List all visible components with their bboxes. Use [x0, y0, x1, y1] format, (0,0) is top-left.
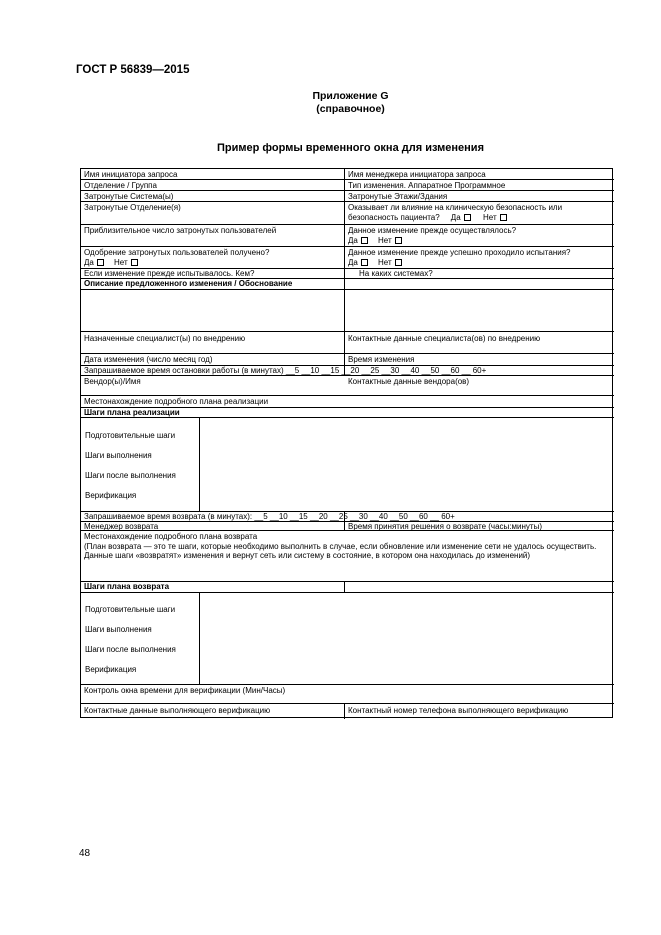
- row-line: [81, 224, 614, 225]
- clinical-question-line2: [348, 213, 508, 222]
- row-line: [81, 375, 614, 376]
- row-line: [81, 331, 614, 332]
- rollback-location-label: Местонахождение подробного плана возврата: [84, 532, 258, 541]
- column-line: [344, 581, 345, 592]
- step-execution: Шаги выполнения: [85, 451, 152, 460]
- requester-name-label: Имя инициатора запроса: [84, 170, 178, 179]
- on-systems-label: На каких системах?: [359, 269, 433, 278]
- clinical-question-text: безопасность пациента?: [348, 213, 440, 222]
- row-line: [81, 246, 614, 247]
- yes-checkbox[interactable]: [361, 259, 368, 266]
- row-line: [81, 201, 614, 202]
- column-line: [199, 417, 200, 511]
- clinical-question-line1: Оказывает ли влияние на клиническую безопасность или: [348, 203, 563, 212]
- departments-label: Затронутые Отделение(я): [84, 203, 181, 212]
- yes-label: Да: [348, 258, 358, 267]
- description-field[interactable]: [81, 290, 614, 331]
- rollback-steps-heading: Шаги плана возврата: [84, 582, 170, 591]
- rollback-note: (План возврата — это те шаги, которые необходимо выполнить в случае, если обновление или изменение сети не удалось осуществить. Данные шаги «возвратят» изменения и вернут сеть или систему в состояние, в котором она находилась до изменений): [84, 542, 597, 560]
- yes-label: Да: [348, 236, 358, 245]
- row-line: [81, 395, 614, 396]
- tested-by-label: Если изменение прежде испытывалось. Кем?: [84, 269, 255, 278]
- row-line: [81, 592, 614, 593]
- plan-location-label: Местонахождение подробного плана реализации: [84, 397, 269, 406]
- no-label: Нет: [378, 236, 392, 245]
- approval-label: Одобрение затронутых пользователей получено?: [84, 248, 270, 257]
- rollback-step-post-execution: Шаги после выполнения: [85, 645, 176, 654]
- step-post-execution: Шаги после выполнения: [85, 471, 176, 480]
- department-label: Отделение / Группа: [84, 181, 157, 190]
- floors-label: Затронутые Этажи/Здания: [348, 192, 448, 201]
- vendor-contacts-label: Контактные данные вендора(ов): [348, 377, 470, 386]
- no-label: Нет: [378, 258, 392, 267]
- rollback-step-preparation: Подготовительные шаги: [85, 605, 176, 614]
- tested-before-label: Данное изменение прежде успешно проходило испытания?: [348, 248, 571, 257]
- row-line: [81, 353, 614, 354]
- yes-label: Да: [450, 213, 461, 222]
- assigned-label: Назначенные специалист(ы) по внедрению: [84, 334, 246, 343]
- row-line: [81, 684, 614, 685]
- appendix-title: Приложение G: [312, 90, 389, 102]
- no-checkbox[interactable]: [395, 237, 402, 244]
- column-line: [344, 703, 345, 719]
- standard-number: ГОСТ Р 56839—2015: [76, 64, 190, 76]
- verifier-contacts-label: Контактные данные выполняющего верификацию: [84, 706, 271, 715]
- approval-options: [84, 258, 139, 267]
- rollback-time-label: Запрашиваемое время возврата (в минутах): __5 __10 __15 __20 __25 __30 __40 __50 __60 __ 60+: [84, 512, 455, 521]
- row-line: [81, 179, 614, 180]
- appendix-heading: [20, 90, 661, 116]
- row-line: [81, 703, 614, 704]
- change-type-label: Тип изменения. Аппаратное Программное: [348, 181, 506, 190]
- step-preparation: Подготовительные шаги: [85, 431, 176, 440]
- tested-before-options: [348, 258, 403, 267]
- systems-label: Затронутые Система(ы): [84, 192, 174, 201]
- rollback-step-verification: Верификация: [85, 665, 137, 674]
- yes-checkbox[interactable]: [97, 259, 104, 266]
- row-line: [81, 190, 614, 191]
- vendors-label: Вендор(ы)/Имя: [84, 377, 141, 386]
- form-title: Пример формы временного окна для изменения: [217, 142, 484, 154]
- requester-manager-label: Имя менеджера инициатора запроса: [348, 170, 486, 179]
- users-count-label: Приблизительное число затронутых пользователей: [84, 226, 277, 235]
- rollback-step-execution: Шаги выполнения: [85, 625, 152, 634]
- yes-checkbox[interactable]: [464, 214, 471, 221]
- verification-window-label: Контроль окна времени для верификации (Мин/Часы): [84, 686, 286, 695]
- contact-assigned-label: Контактные данные специалиста(ов) по внедрению: [348, 334, 541, 343]
- downtime-label: Запрашиваемое время остановки работы (в минутах) __5 __10 __15 __20 __25 __30 __40 __50 __60 __ 60+: [84, 366, 487, 375]
- row-line: [81, 417, 614, 418]
- rollback-manager-label: Менеджер возврата: [84, 522, 159, 531]
- done-before-options: [348, 236, 403, 245]
- no-checkbox[interactable]: [395, 259, 402, 266]
- column-line: [199, 592, 200, 684]
- no-label: Нет: [483, 213, 497, 222]
- yes-checkbox[interactable]: [361, 237, 368, 244]
- change-time-label: Время изменения: [348, 355, 415, 364]
- change-window-form: [80, 168, 613, 718]
- rollback-decision-label: Время принятия решения о возврате (часы:минуты): [348, 522, 542, 531]
- yes-label: Да: [84, 258, 94, 267]
- verifier-phone-label: Контактный номер телефона выполняющего верификацию: [348, 706, 569, 715]
- no-checkbox[interactable]: [500, 214, 507, 221]
- implementation-steps-heading: Шаги плана реализации: [84, 408, 180, 417]
- page-number: 48: [79, 848, 91, 859]
- step-verification: Верификация: [85, 491, 137, 500]
- no-label: Нет: [114, 258, 128, 267]
- description-heading: Описание предложенного изменения / Обоснование: [84, 279, 293, 288]
- no-checkbox[interactable]: [131, 259, 138, 266]
- change-date-label: Дата изменения (число месяц год): [84, 355, 213, 364]
- appendix-note: (справочное): [316, 103, 385, 115]
- done-before-label: Данное изменение прежде осуществлялось?: [348, 226, 517, 235]
